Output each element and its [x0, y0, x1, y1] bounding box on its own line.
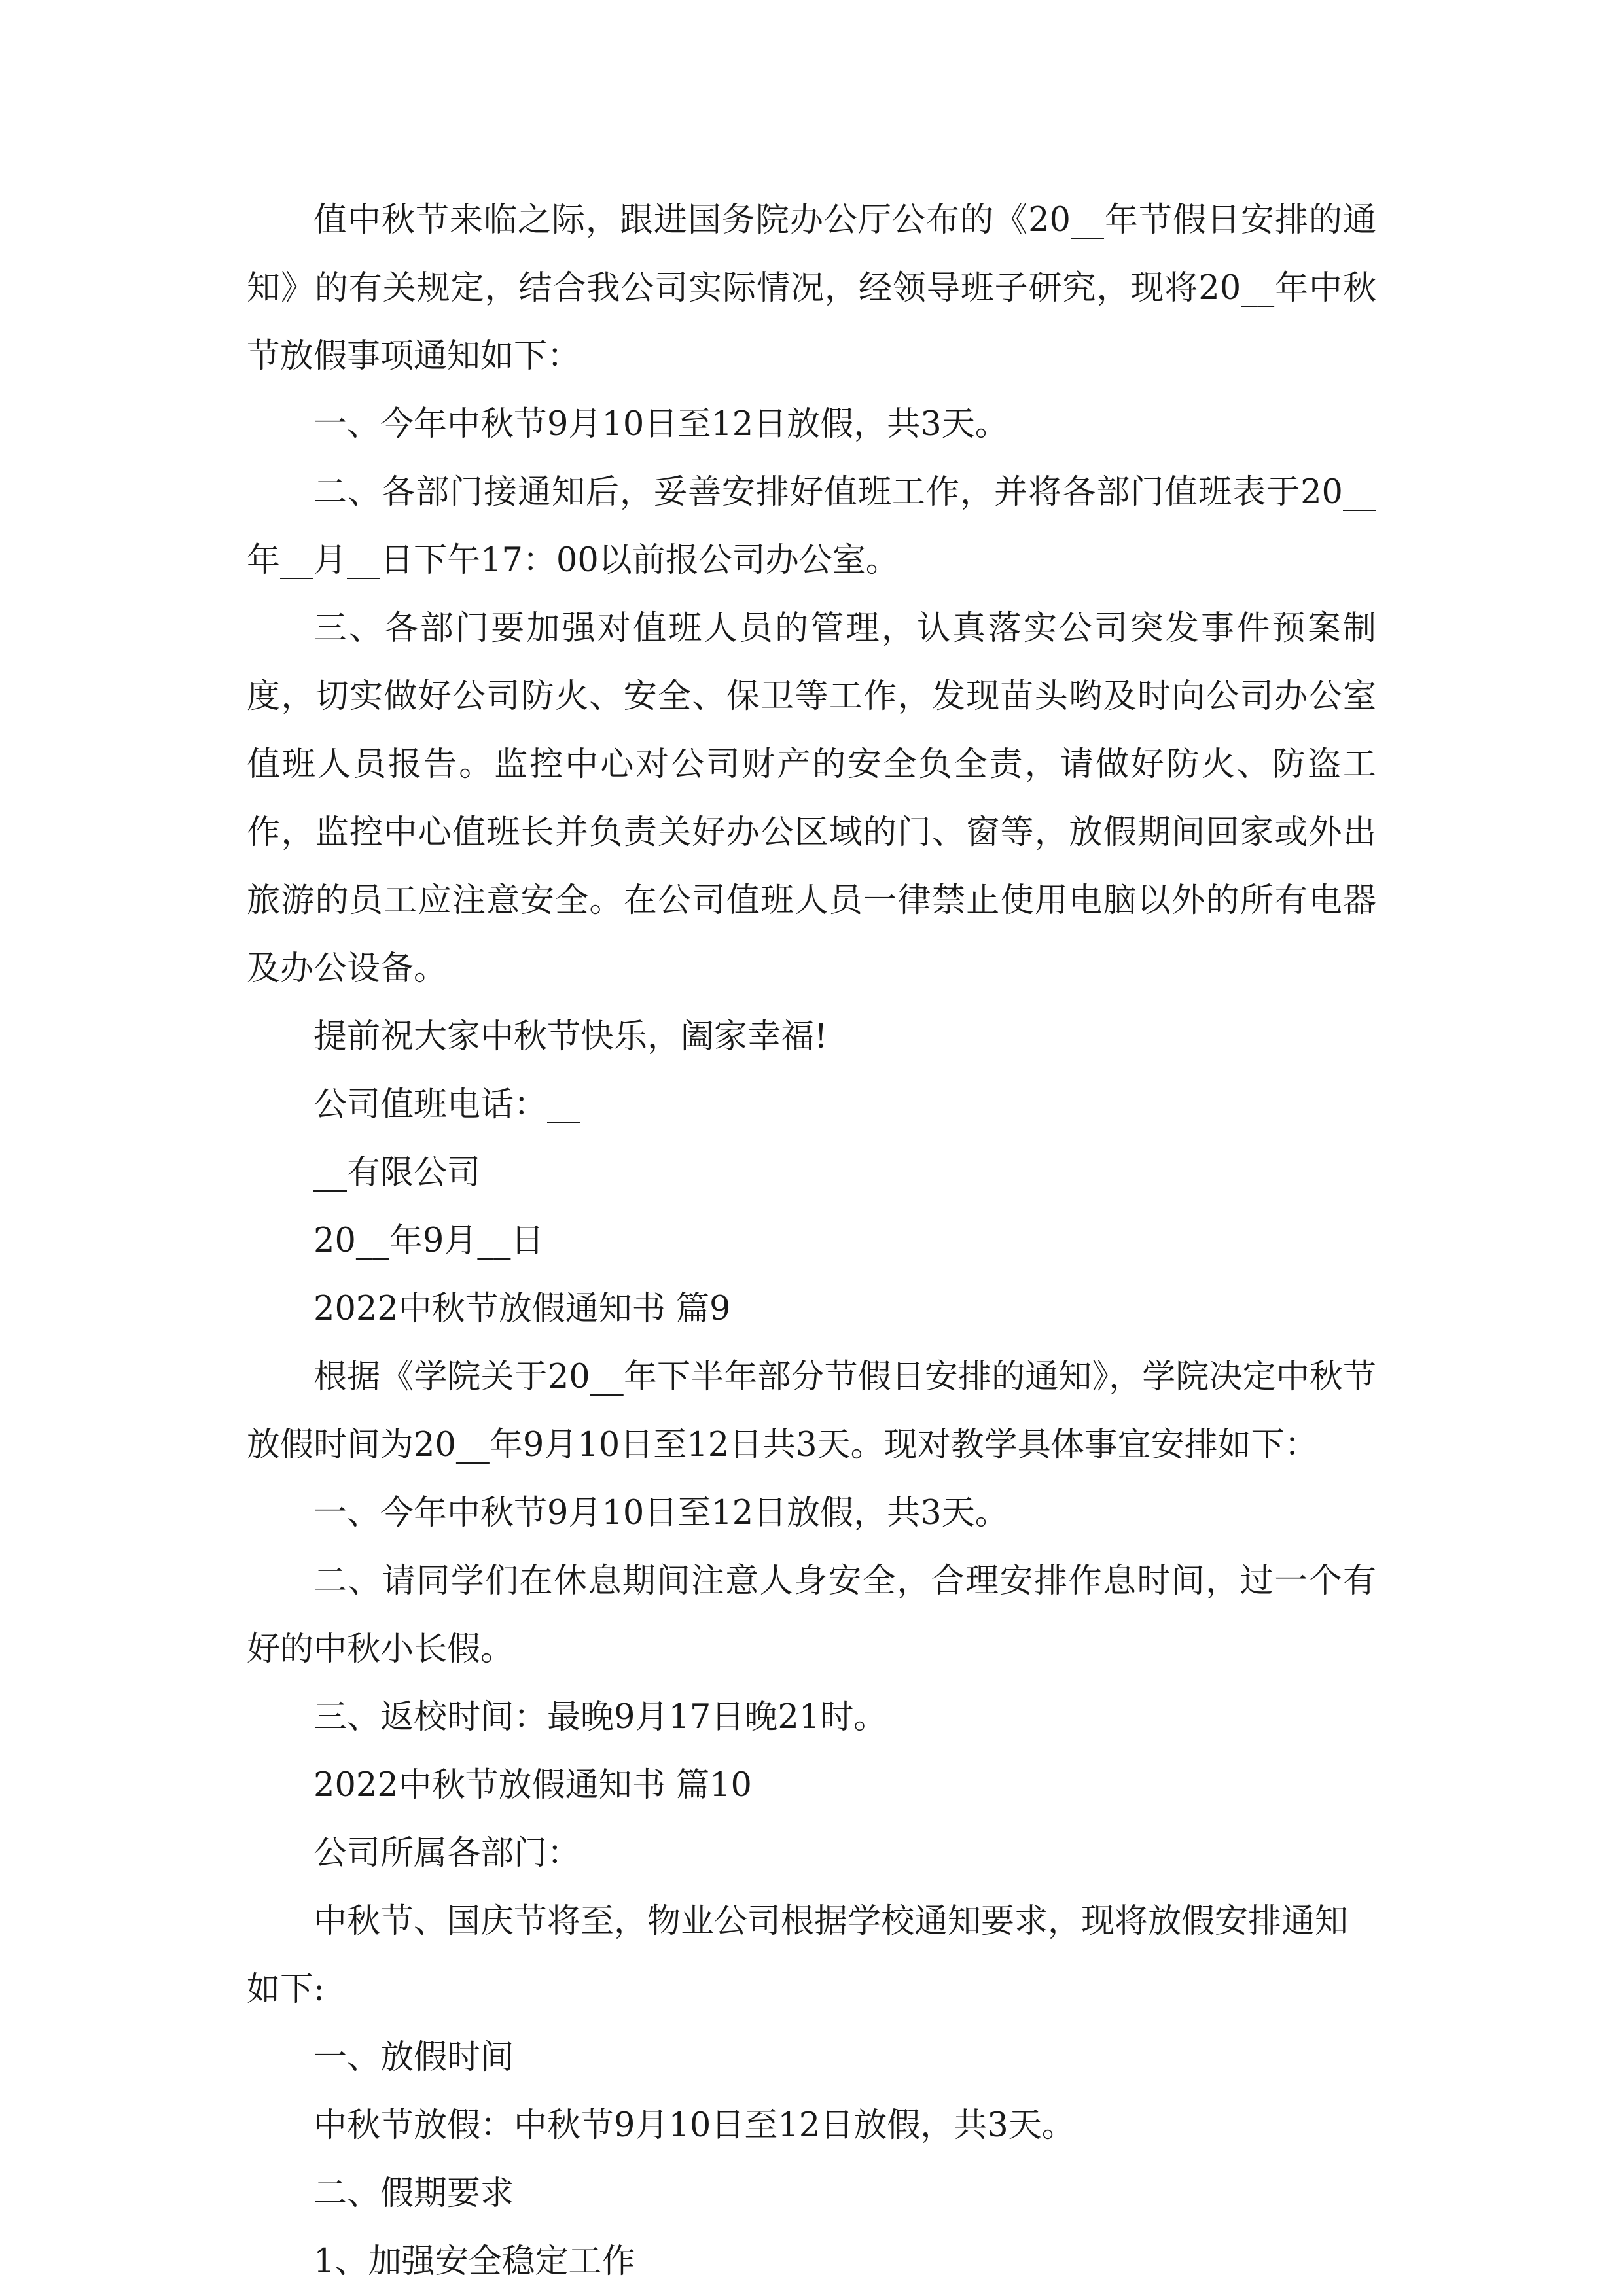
document-body: [247, 186, 1376, 2296]
section-heading-10: 2022中秋节放假通知书 篇10: [313, 1766, 752, 1805]
paragraph-requirement-1: 1、加强安全稳定工作: [313, 2242, 635, 2281]
paragraph-phone: 公司值班电话：__: [313, 1086, 581, 1124]
paragraph-holiday-time: 中秋节放假：中秋节9月10日至12日放假，共3天。: [313, 2106, 1075, 2145]
paragraph-holiday-time-heading: 一、放假时间: [313, 2038, 514, 2077]
paragraph-property-intro: 中秋节、国庆节将至，物业公司根据学校通知要求，现将放假安排通知如下:: [247, 1902, 1349, 2009]
paragraph-company: __有限公司: [313, 1154, 481, 1192]
paragraph-item-1: 一、今年中秋节9月10日至12日放假，共3天。: [313, 405, 1008, 444]
paragraph-date: 20__年9月__日: [313, 1222, 544, 1260]
paragraph-requirements-heading: 二、假期要求: [313, 2174, 514, 2213]
paragraph-item-2: 二、各部门接通知后，妥善安排好值班工作，并将各部门值班表于20__年__月__日下午17：00以前报公司办公室。: [247, 473, 1376, 580]
paragraph-recipients: 公司所属各部门：: [313, 1834, 581, 1873]
section-heading-9: 2022中秋节放假通知书 篇9: [313, 1290, 731, 1328]
paragraph-school-intro: 根据《学院关于20__年下半年部分节假日安排的通知》，学院决定中秋节放假时间为20__年9月10日至12日共3天。现对教学具体事宜安排如下：: [247, 1358, 1376, 1464]
paragraph-school-item-1: 一、今年中秋节9月10日至12日放假，共3天。: [313, 1494, 1008, 1532]
paragraph-item-3: 三、各部门要加强对值班人员的管理，认真落实公司突发事件预案制度，切实做好公司防火、安全、保卫等工作，发现苗头哟及时向公司办公室值班人员报告。监控中心对公司财产的安全负全责，请做好防火、防盗工作，监控中心值班长并负责关好办公区域的门、窗等，放假期间回家或外出旅游的员工应注意安全。在公司值班人员一律禁止使用电脑以外的所有电器及办公设备。: [247, 609, 1376, 988]
paragraph-school-item-2: 二、请同学们在休息期间注意人身安全，合理安排作息时间，过一个有好的中秋小长假。: [247, 1562, 1376, 1669]
paragraph-greeting: 提前祝大家中秋节快乐，阖家幸福!: [313, 1017, 828, 1056]
paragraph-intro: 值中秋节来临之际，跟进国务院办公厅公布的《20__年节假日安排的通知》的有关规定，结合我公司实际情况，经领导班子研究，现将20__年中秋节放假事项通知如下：: [247, 201, 1376, 376]
paragraph-school-item-3: 三、返校时间：最晚9月17日晚21时。: [313, 1698, 887, 1737]
